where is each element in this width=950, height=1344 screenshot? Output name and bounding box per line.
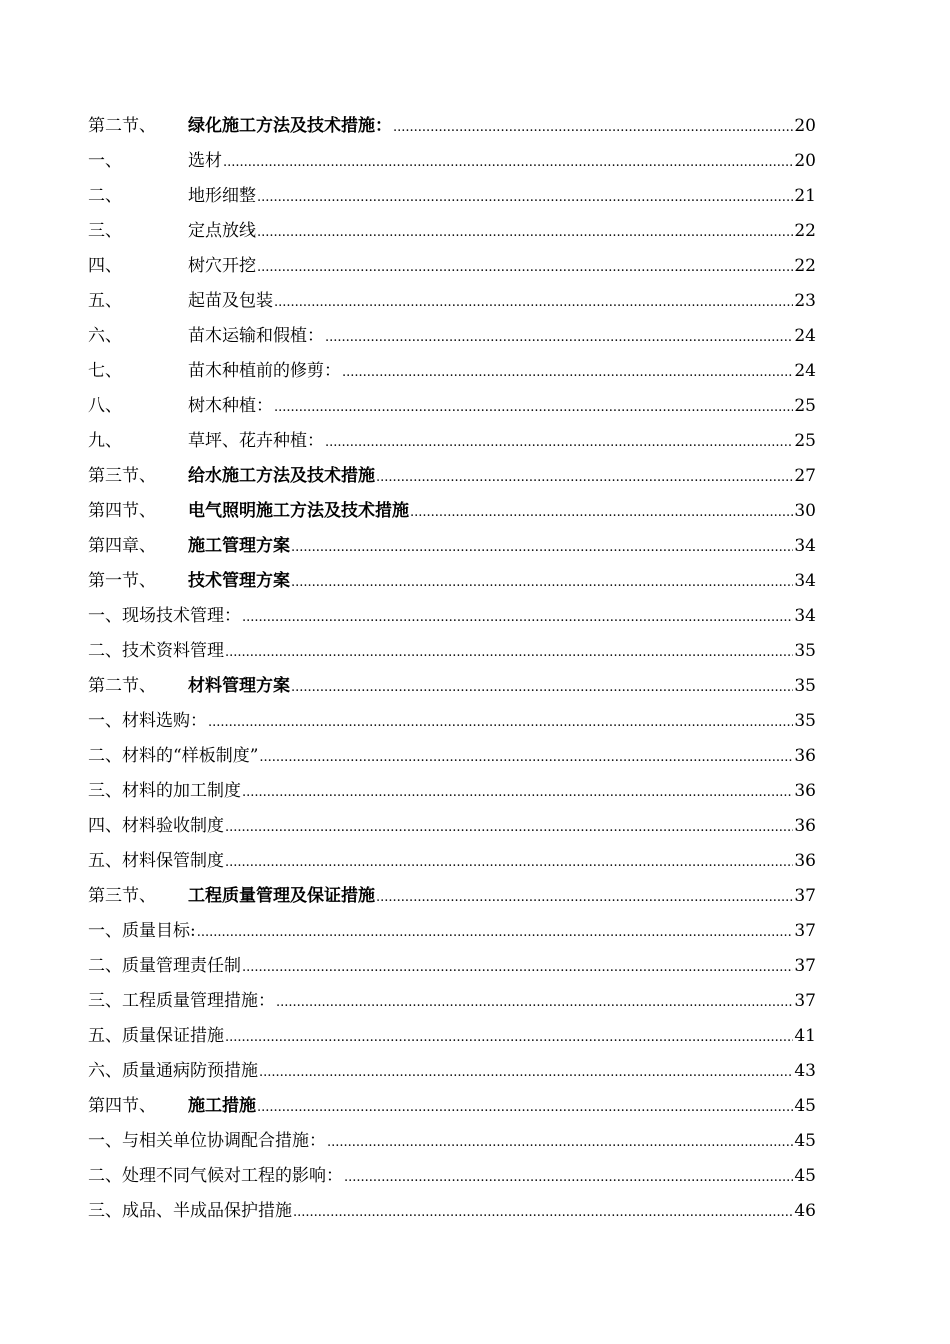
toc-entry[interactable]: [88, 669, 816, 704]
toc-entry[interactable]: [88, 634, 816, 669]
toc-entry-title: 选材: [188, 151, 222, 171]
toc-entry-page-number: 35: [794, 676, 816, 696]
toc-leader-dots: [257, 180, 793, 215]
toc-leader-dots: [342, 355, 793, 390]
toc-leader-dots: [325, 320, 793, 355]
toc-entry-page-number: 37: [794, 956, 816, 976]
toc-entry-title: 材料管理方案: [188, 676, 290, 696]
toc-entry-title: 三、材料的加工制度: [88, 781, 241, 801]
toc-entry-number: 第二节、: [88, 676, 156, 696]
toc-entry-page-number: 27: [794, 466, 816, 486]
toc-entry-title: 绿化施工方法及技术措施：: [188, 116, 392, 136]
toc-entry-title: 起苗及包装: [188, 291, 273, 311]
toc-entry-title: 二、技术资料管理: [88, 641, 224, 661]
toc-entry[interactable]: [88, 704, 816, 739]
toc-entry[interactable]: [88, 144, 816, 179]
toc-leader-dots: [197, 915, 794, 950]
toc-entry-page-number: 23: [794, 291, 816, 311]
toc-entry[interactable]: [88, 879, 816, 914]
toc-leader-dots: [242, 775, 793, 810]
toc-leader-dots: [327, 1125, 793, 1160]
toc-leader-dots: [225, 845, 793, 880]
toc-leader-dots: [274, 390, 793, 425]
toc-entry-number: 第四章、: [88, 536, 156, 556]
toc-entry[interactable]: [88, 1019, 816, 1054]
toc-leader-dots: [225, 1020, 793, 1055]
toc-leader-dots: [274, 285, 793, 320]
toc-entry-page-number: 22: [794, 221, 816, 241]
toc-entry-number: 一、: [88, 151, 122, 171]
toc-entry[interactable]: [88, 284, 816, 319]
toc-entry[interactable]: [88, 1089, 816, 1124]
toc-entry-page-number: 45: [794, 1166, 816, 1186]
toc-entry[interactable]: [88, 774, 816, 809]
toc-entry-page-number: 25: [794, 396, 816, 416]
toc-entry-page-number: 30: [794, 501, 816, 521]
toc-entry-page-number: 34: [794, 606, 816, 626]
toc-entry-title: 苗木运输和假植：: [188, 326, 324, 346]
toc-entry-title: 六、质量通病防预措施: [88, 1061, 258, 1081]
toc-entry[interactable]: [88, 214, 816, 249]
toc-leader-dots: [276, 985, 793, 1020]
toc-entry-title: 一、质量目标:: [88, 921, 196, 941]
toc-entry[interactable]: [88, 179, 816, 214]
toc-entry-title: 二、处理不同气候对工程的影响：: [88, 1166, 343, 1186]
toc-entry[interactable]: [88, 1194, 816, 1229]
toc-entry-title: 苗木种植前的修剪：: [188, 361, 341, 381]
toc-leader-dots: [325, 425, 793, 460]
toc-entry-page-number: 36: [794, 781, 816, 801]
toc-entry-title: 四、材料验收制度: [88, 816, 224, 836]
toc-leader-dots: [293, 1195, 793, 1230]
toc-entry[interactable]: [88, 1054, 816, 1089]
toc-leader-dots: [376, 460, 793, 495]
toc-entry-title: 电气照明施工方法及技术措施: [188, 501, 409, 521]
toc-entry-number: 第三节、: [88, 886, 156, 906]
toc-entry[interactable]: [88, 809, 816, 844]
toc-leader-dots: [257, 250, 793, 285]
toc-leader-dots: [344, 1160, 793, 1195]
toc-entry-number: 第四节、: [88, 501, 156, 521]
toc-entry-title: 二、质量管理责任制: [88, 956, 241, 976]
toc-entry-number: 九、: [88, 431, 122, 451]
toc-entry-title: 施工措施: [188, 1096, 256, 1116]
toc-entry-page-number: 35: [794, 641, 816, 661]
toc-entry-title: 一、与相关单位协调配合措施：: [88, 1131, 326, 1151]
toc-entry-title: 二、材料的“样板制度”: [88, 746, 259, 766]
toc-entry-number: 八、: [88, 396, 122, 416]
toc-leader-dots: [242, 950, 793, 985]
toc-entry-page-number: 41: [794, 1026, 816, 1046]
toc-entry-page-number: 37: [794, 991, 816, 1011]
toc-entry-title: 施工管理方案: [188, 536, 290, 556]
toc-leader-dots: [376, 880, 793, 915]
toc-entry-number: 二、: [88, 186, 122, 206]
toc-entry-number: 七、: [88, 361, 122, 381]
toc-entry[interactable]: [88, 844, 816, 879]
toc-entry-page-number: 25: [794, 431, 816, 451]
toc-leader-dots: [242, 600, 793, 635]
toc-entry[interactable]: [88, 739, 816, 774]
toc-leader-dots: [223, 145, 793, 180]
toc-leader-dots: [257, 215, 793, 250]
toc-entry-page-number: 20: [794, 151, 816, 171]
toc-entry-title: 地形细整: [188, 186, 256, 206]
toc-entry-title: 五、材料保管制度: [88, 851, 224, 871]
toc-entry-page-number: 24: [794, 361, 816, 381]
toc-entry[interactable]: [88, 424, 816, 459]
toc-entry-page-number: 36: [794, 746, 816, 766]
toc-entry-number: 五、: [88, 291, 122, 311]
toc-entry-title: 工程质量管理及保证措施: [188, 886, 375, 906]
toc-leader-dots: [291, 670, 793, 705]
toc-leader-dots: [208, 705, 793, 740]
toc-entry-page-number: 45: [794, 1096, 816, 1116]
toc-entry-title: 草坪、花卉种植：: [188, 431, 324, 451]
toc-entry[interactable]: [88, 459, 816, 494]
toc-entry[interactable]: [88, 249, 816, 284]
toc-entry-title: 技术管理方案: [188, 571, 290, 591]
toc-entry[interactable]: [88, 319, 816, 354]
toc-entry-number: 六、: [88, 326, 122, 346]
toc-entry-title: 五、质量保证措施: [88, 1026, 224, 1046]
toc-entry[interactable]: [88, 1159, 816, 1194]
toc-leader-dots: [225, 635, 793, 670]
toc-entry[interactable]: [88, 109, 816, 144]
toc-leader-dots: [410, 495, 793, 530]
toc-entry-title: 定点放线: [188, 221, 256, 241]
toc-leader-dots: [393, 110, 793, 145]
toc-entry-title: 一、材料选购：: [88, 711, 207, 731]
toc-leader-dots: [257, 1090, 793, 1125]
toc-entry-page-number: 22: [794, 256, 816, 276]
toc-leader-dots: [291, 565, 793, 600]
toc-entry-page-number: 34: [794, 536, 816, 556]
toc-entry-page-number: 36: [794, 851, 816, 871]
toc-entry[interactable]: [88, 564, 816, 599]
toc-entry-title: 树穴开挖: [188, 256, 256, 276]
toc-entry-page-number: 36: [794, 816, 816, 836]
toc-entry-number: 三、: [88, 221, 122, 241]
toc-entry-title: 三、工程质量管理措施：: [88, 991, 275, 1011]
toc-leader-dots: [225, 810, 793, 845]
table-of-contents: [88, 109, 816, 1229]
toc-entry[interactable]: [88, 494, 816, 529]
toc-entry-page-number: 34: [794, 571, 816, 591]
toc-entry-number: 第三节、: [88, 466, 156, 486]
toc-entry[interactable]: [88, 1124, 816, 1159]
toc-entry[interactable]: [88, 914, 816, 949]
toc-entry-page-number: 46: [794, 1201, 816, 1221]
toc-entry[interactable]: [88, 599, 816, 634]
toc-entry-page-number: 24: [794, 326, 816, 346]
toc-entry-title: 给水施工方法及技术措施: [188, 466, 375, 486]
toc-leader-dots: [291, 530, 793, 565]
toc-entry[interactable]: [88, 389, 816, 424]
toc-entry[interactable]: [88, 984, 816, 1019]
toc-entry-page-number: 20: [794, 116, 816, 136]
toc-entry-title: 树木种植：: [188, 396, 273, 416]
toc-entry-page-number: 43: [794, 1061, 816, 1081]
toc-entry-number: 第二节、: [88, 116, 156, 136]
toc-entry-page-number: 35: [794, 711, 816, 731]
toc-entry[interactable]: [88, 949, 816, 984]
toc-leader-dots: [259, 740, 793, 775]
toc-entry-page-number: 21: [794, 186, 816, 206]
toc-leader-dots: [259, 1055, 793, 1090]
toc-entry-title: 一、现场技术管理：: [88, 606, 241, 626]
toc-entry-number: 第四节、: [88, 1096, 156, 1116]
toc-entry-page-number: 37: [794, 886, 816, 906]
toc-entry-number: 四、: [88, 256, 122, 276]
toc-entry-page-number: 37: [794, 921, 816, 941]
toc-entry[interactable]: [88, 529, 816, 564]
toc-entry-title: 三、成品、半成品保护措施: [88, 1201, 292, 1221]
toc-entry[interactable]: [88, 354, 816, 389]
toc-entry-page-number: 45: [794, 1131, 816, 1151]
toc-entry-number: 第一节、: [88, 571, 156, 591]
